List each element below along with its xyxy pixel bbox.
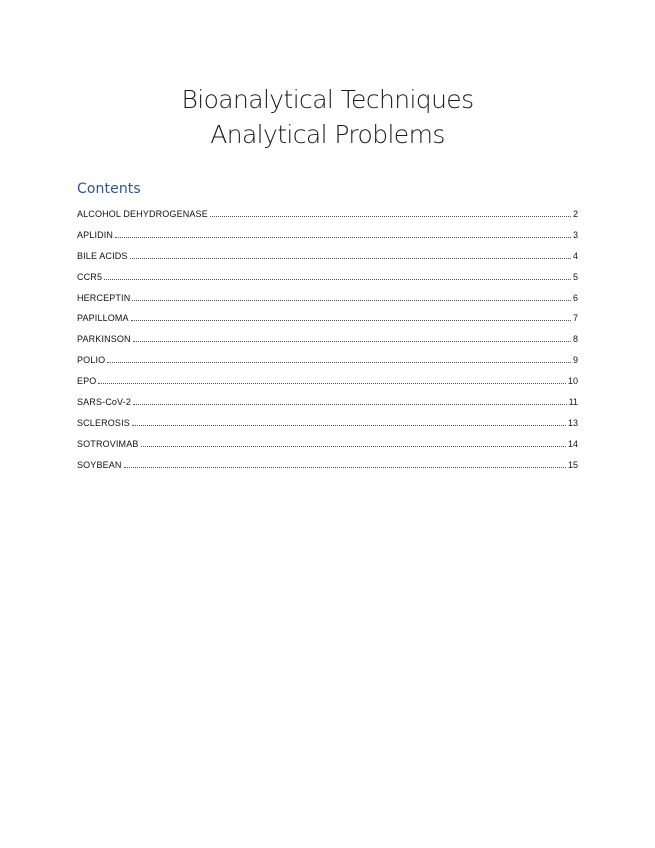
- toc-entry-page-number: 8: [572, 334, 578, 345]
- document-title: [0, 82, 655, 152]
- toc-entry[interactable]: [77, 303, 578, 324]
- toc-heading: Contents: [77, 181, 141, 197]
- toc-dot-leader: [124, 467, 566, 468]
- toc-entry-label: SOYBEAN: [77, 459, 122, 470]
- toc-entry-label: CCR5: [77, 271, 103, 282]
- toc-entry[interactable]: [77, 344, 578, 365]
- toc-entry-page-number: 9: [572, 355, 578, 366]
- table-of-contents: [77, 180, 578, 470]
- toc-dot-leader: [131, 320, 571, 321]
- toc-entry-label: SCLEROSIS: [77, 417, 130, 428]
- toc-entry-page-number: 6: [572, 292, 578, 303]
- toc-entry-page-number: 3: [572, 229, 578, 240]
- toc-dot-leader: [130, 258, 571, 259]
- toc-entry[interactable]: [77, 240, 578, 261]
- toc-dot-leader: [141, 446, 566, 447]
- toc-dot-leader: [133, 341, 571, 342]
- toc-dot-leader: [104, 279, 571, 280]
- toc-dot-leader: [132, 425, 566, 426]
- toc-entry-page-number: 4: [572, 250, 578, 261]
- toc-entry-page-number: 14: [567, 438, 578, 449]
- toc-entry-label: POLIO: [77, 355, 106, 366]
- toc-dot-leader: [210, 216, 571, 217]
- toc-entry[interactable]: [77, 323, 578, 344]
- toc-entry[interactable]: [77, 386, 578, 407]
- toc-entry[interactable]: [77, 407, 578, 428]
- toc-dot-leader: [133, 404, 567, 405]
- toc-entry-page-number: 13: [567, 417, 578, 428]
- toc-dot-leader: [132, 300, 571, 301]
- toc-entry-page-number: 7: [572, 313, 578, 324]
- toc-entry-label: PARKINSON: [77, 334, 131, 345]
- toc-entry-page-number: 11: [568, 397, 578, 408]
- toc-entry-label: SOTROVIMAB: [77, 438, 139, 449]
- toc-entry[interactable]: [77, 428, 578, 449]
- title-line-1: Bioanalytical Techniques: [181, 85, 474, 114]
- toc-entry-page-number: 2: [572, 209, 578, 219]
- toc-entry-label: SARS-CoV-2: [77, 397, 132, 408]
- toc-entry-label: HERCEPTIN: [77, 292, 131, 303]
- toc-entry[interactable]: [77, 200, 578, 219]
- toc-dot-leader: [115, 237, 571, 238]
- toc-entry-label: BILE ACIDS: [77, 250, 128, 261]
- toc-entry-page-number: 10: [567, 376, 578, 387]
- toc-entry[interactable]: [77, 219, 578, 240]
- toc-entry[interactable]: [77, 449, 578, 470]
- toc-list: [77, 200, 578, 470]
- toc-entry-label: APLIDIN: [77, 229, 114, 240]
- toc-dot-leader: [98, 383, 566, 384]
- toc-dot-leader: [107, 362, 571, 363]
- toc-entry[interactable]: [77, 261, 578, 282]
- toc-entry-page-number: 5: [572, 271, 578, 282]
- title-line-2: Analytical Problems: [210, 120, 445, 149]
- toc-entry-label: PAPILLOMA: [77, 313, 129, 324]
- toc-entry-page-number: 15: [567, 459, 578, 470]
- toc-entry[interactable]: [77, 365, 578, 386]
- toc-entry-label: ALCOHOL DEHYDROGENASE: [77, 209, 208, 219]
- toc-entry-label: EPO: [77, 376, 97, 387]
- toc-entry[interactable]: [77, 282, 578, 303]
